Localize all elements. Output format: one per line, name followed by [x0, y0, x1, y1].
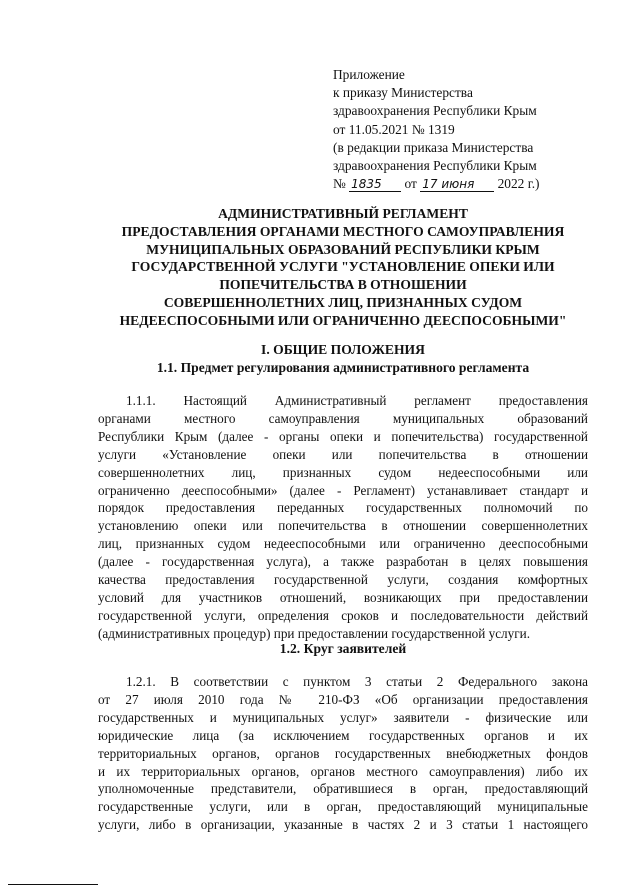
paragraph-1-2-1 — [98, 673, 588, 834]
appendix-number-line — [333, 175, 623, 193]
paragraph-line: государственной услуги, определения сроков и последовательности действий — [98, 607, 588, 623]
appendix-line: здравоохранения Республики Крым — [333, 158, 537, 174]
section-heading: I. ОБЩИЕ ПОЛОЖЕНИЯ — [261, 342, 425, 357]
title-line: ПОПЕЧИТЕЛЬСТВА В ОТНОШЕНИИ — [219, 277, 467, 293]
paragraph-line: государственные услуги, или в орган, предоставляющий муниципальные — [98, 799, 588, 815]
paragraph-line: и их территориальных органов, органов местного самоуправления) либо их — [98, 763, 588, 779]
date-prefix: от — [404, 176, 417, 192]
paragraph-line: 1.2.1. В соответствии с пунктом 3 статьи 2 Федерального закона — [126, 674, 588, 689]
paragraph-line: государственных и муниципальных услуг» заявители - физические или — [98, 709, 588, 725]
paragraph-line: установлению опеки или попечительства в отношении совершеннолетних — [98, 518, 588, 534]
paragraph-line: ограниченно дееспособными» (далее - Регламент) устанавливает стандарт и — [98, 482, 588, 498]
paragraph-1-1-1 — [98, 392, 588, 643]
paragraph-line: (административных процедур) при предоставлении государственной услуги. — [98, 625, 530, 641]
paragraph-line: лиц, признанных судом недееспособными или ограниченно дееспособными — [98, 536, 588, 552]
appendix-line: Приложение — [333, 67, 405, 82]
title-line: АДМИНИСТРАТИВНЫЙ РЕГЛАМЕНТ — [218, 206, 468, 221]
appendix-line: здравоохранения Республики Крым — [333, 103, 537, 119]
year-suffix: 2022 г.) — [497, 176, 540, 192]
section-subheading: 1.1. Предмет регулирования административного регламента — [156, 360, 530, 375]
paragraph-line: услуги, либо в организации, указанные в частях 2 и 3 статьи 1 настоящего — [98, 817, 588, 833]
handwritten-date: 17 июня — [420, 177, 494, 192]
paragraph-line: 1.1.1. Настоящий Административный регламент предоставления — [126, 393, 588, 408]
paragraph-line: юридические лица (за исключением государственных органов и их — [98, 727, 588, 743]
title-line: ПРЕДОСТАВЛЕНИЯ ОРГАНАМИ МЕСТНОГО САМОУПРАВЛЕНИЯ — [121, 223, 565, 239]
paragraph-line: от 27 июля 2010 года № 210-ФЗ «Об организации предоставления — [98, 691, 588, 707]
title-line: МУНИЦИПАЛЬНЫХ ОБРАЗОВАНИЙ РЕСПУБЛИКИ КРЫМ — [146, 241, 540, 257]
title-line: ГОСУДАРСТВЕННОЙ УСЛУГИ "УСТАНОВЛЕНИЕ ОПЕКИ ИЛИ — [131, 259, 555, 275]
paragraph-line: органами местного самоуправления муниципальных образований — [98, 410, 588, 426]
paragraph-line: услуги «Установление опеки или попечительства в отношении — [98, 446, 588, 462]
handwritten-number: 1835 — [349, 177, 401, 192]
title-line: НЕДЕЕСПОСОБНЫМИ ИЛИ ОГРАНИЧЕННО ДЕЕСПОСОБНЫМИ" — [119, 312, 567, 328]
document-title — [88, 205, 598, 330]
section-subheading: 1.2. Круг заявителей — [279, 641, 407, 656]
appendix-line: к приказу Министерства — [333, 85, 473, 101]
paragraph-line: условий для участников отношений, возникающих при предоставлении — [98, 589, 588, 605]
paragraph-line: Республики Крым (далее - органы опеки и попечительства) государственной — [98, 428, 588, 444]
footnote-separator — [8, 884, 98, 885]
appendix-block — [333, 66, 623, 193]
appendix-line: (в редакции приказа Министерства — [333, 139, 534, 155]
paragraph-line: качества предоставления государственной услуги, создания комфортных — [98, 572, 588, 588]
paragraph-line: порядок предоставления переданных государственных полномочий по — [98, 500, 588, 516]
number-prefix: № — [333, 176, 346, 192]
title-line: СОВЕРШЕННОЛЕТНИХ ЛИЦ, ПРИЗНАННЫХ СУДОМ — [163, 294, 523, 310]
appendix-line: от 11.05.2021 № 1319 — [333, 121, 455, 137]
paragraph-line: (далее - государственная услуга), а также разработан в целях повышения — [98, 554, 588, 570]
paragraph-line: территориальных органов, органов государственных внебюджетных фондов — [98, 745, 588, 761]
paragraph-line: совершеннолетних лиц, признанных судом недееспособными или — [98, 464, 588, 480]
paragraph-line: уполномоченные представители, обратившиеся в орган, предоставляющий — [98, 781, 588, 797]
